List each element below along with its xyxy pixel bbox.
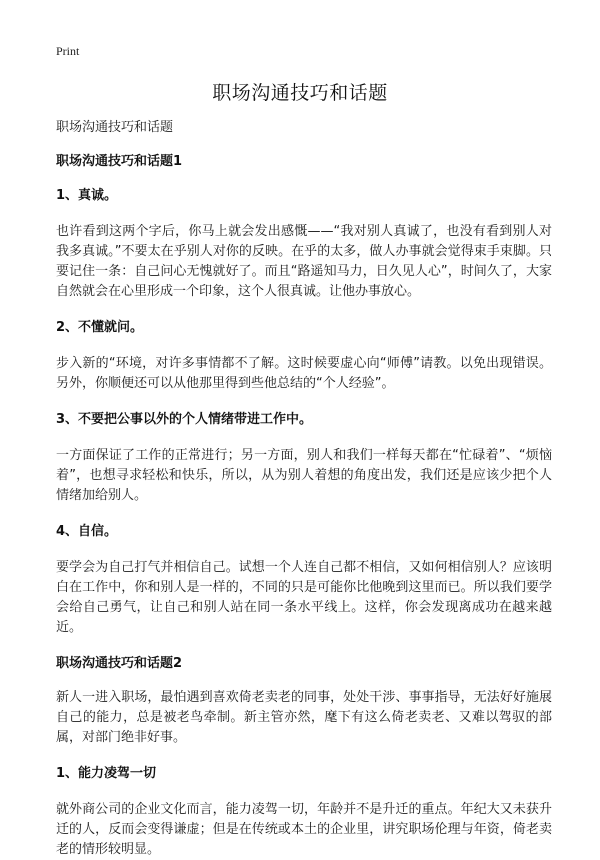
print-link[interactable]: Print — [56, 44, 80, 58]
item-paragraph: 一方面保证了工作的正常进行；另一方面，别人和我们一样每天都在“忙碌着”、“烦恼着”，也想寻求轻松和快乐，所以，从为别人着想的角度出发，我们还是应该少把个人情绪加给别人。 — [56, 448, 552, 503]
document-content — [56, 118, 552, 860]
item-heading: 2、不懂就问。 — [56, 320, 144, 335]
section-heading: 职场沟通技巧和话题2 — [56, 656, 183, 671]
item-paragraph: 也许看到这两个字后，你马上就会发出感慨——“我对别人真诚了，也没有看到别人对我多真诚。”不要太在乎别人对你的反映。在乎的太多，做人办事就会觉得束手束脚。只要记住一条：自己问心无愧就好了。而且“路遥知马力，日久见人心”，时间久了，大家自然就会在心里形成一个印象，这个人很真诚。让他办事放心。 — [56, 224, 552, 299]
item-paragraph: 步入新的“环境，对许多事情都不了解。这时候要虚心向“师傅”请教。以免出现错误。另外，你顺便还可以从他那里得到些他总结的“个人经验”。 — [56, 356, 552, 391]
item-paragraph: 要学会为自己打气并相信自己。试想一个人连自己都不相信，又如何相信别人？应该明白在工作中，你和别人是一样的，不同的只是可能你比他晚到这里而已。所以我们要学会给自己勇气，让自己和别人站在同一条水平线上。这样，你会发现离成功在越来越近。 — [56, 560, 552, 635]
item-heading: 1、能力凌驾一切 — [56, 766, 157, 781]
section-heading: 职场沟通技巧和话题1 — [56, 154, 183, 169]
item-heading: 4、自信。 — [56, 524, 118, 539]
item-heading: 1、真诚。 — [56, 188, 118, 203]
document-subtitle: 职场沟通技巧和话题 — [56, 120, 174, 135]
item-paragraph: 就外商公司的企业文化而言，能力凌驾一切，年龄并不是升迁的重点。年纪大又未获升迁的人，反而会变得谦虚；但是在传统或本土的企业里，讲究职场伦理与年资，倚老卖老的情形较明显。 — [56, 802, 552, 857]
section-intro-paragraph: 新人一进入职场，最怕遇到喜欢倚老卖老的同事，处处干涉、事事指导，无法好好施展自己的能力，总是被老鸟牵制。新主管亦然，麾下有这么倚老卖老、又难以驾驭的部属，对部门绝非好事。 — [56, 690, 552, 745]
item-heading: 3、不要把公事以外的个人情绪带进工作中。 — [56, 412, 313, 427]
page-title: 职场沟通技巧和话题 — [212, 82, 388, 104]
